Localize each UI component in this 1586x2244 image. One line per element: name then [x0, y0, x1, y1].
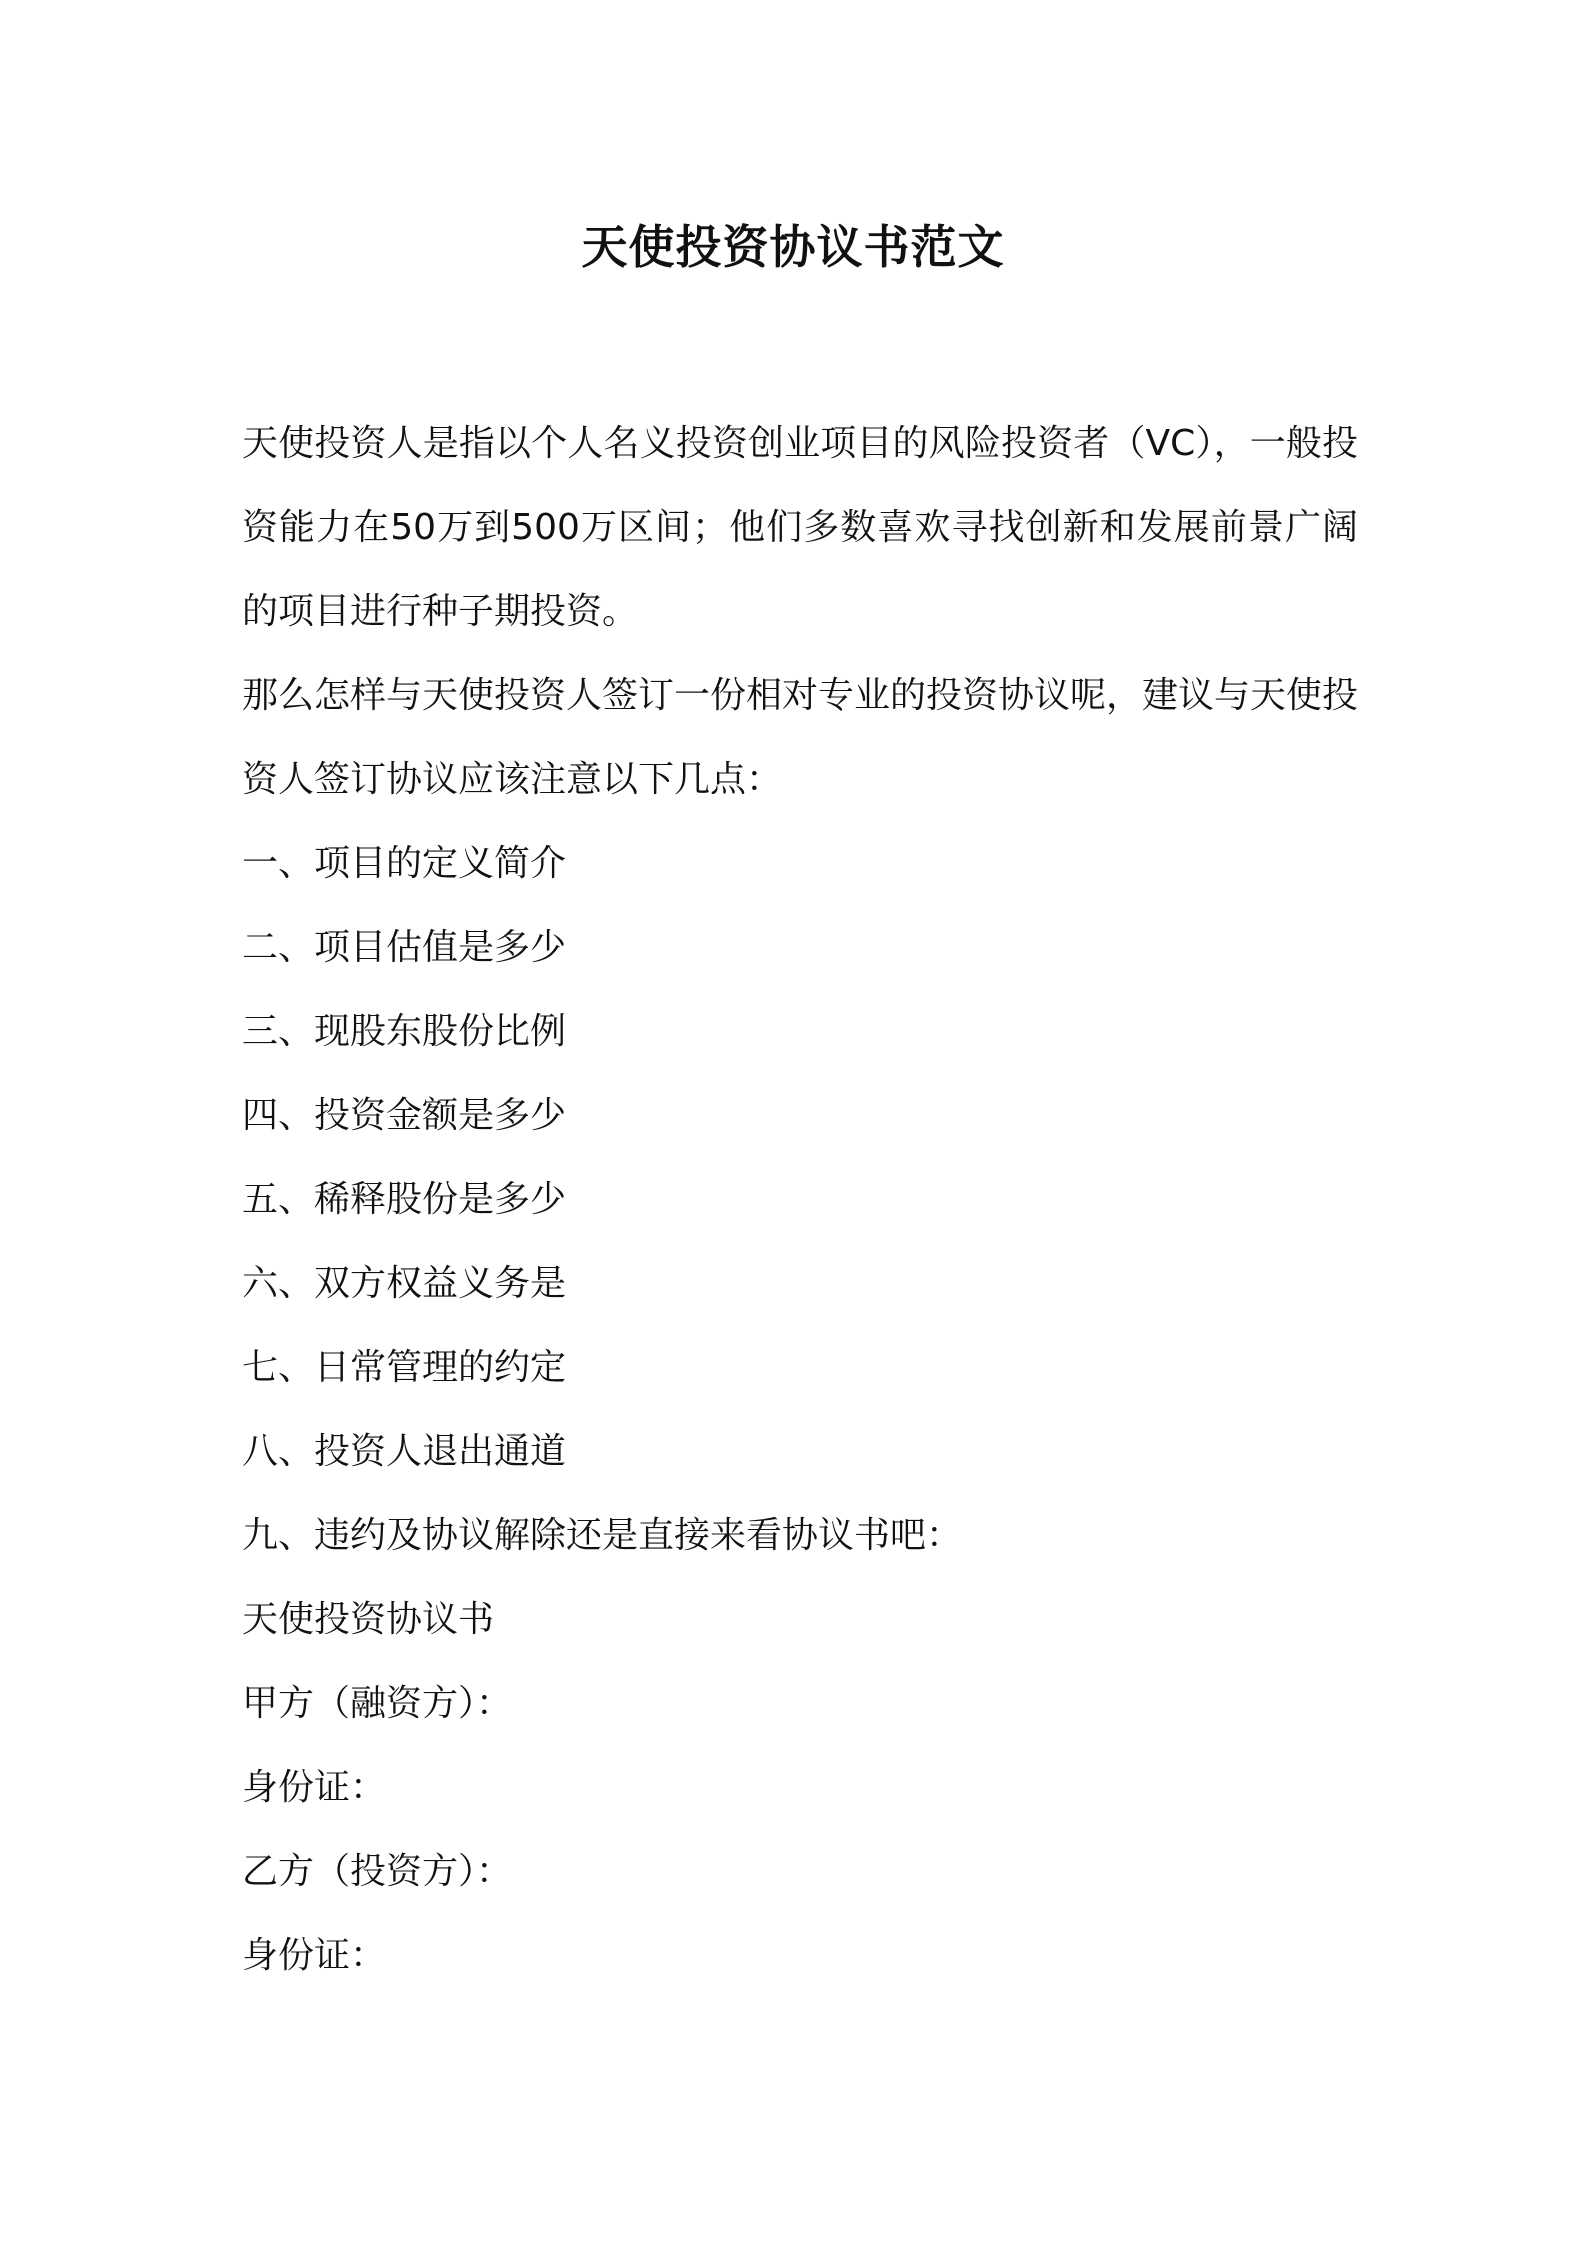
point-item: 九、违约及协议解除还是直接来看协议书吧：	[242, 1515, 963, 1556]
point-item: 二、项目估值是多少	[242, 927, 567, 968]
point-item: 八、投资人退出通道	[242, 1431, 567, 1472]
party-b-id-label: 身份证：	[242, 1935, 387, 1976]
advice-paragraph: 那么怎样与天使投资人签订一份相对专业的投资协议呢，建议与天使投资人签订协议应该注意以下几点：	[242, 675, 1359, 800]
point-item: 三、现股东股份比例	[242, 1011, 567, 1052]
document-title: 天使投资协议书范文	[581, 220, 1005, 274]
party-b-label: 乙方（投资方）：	[242, 1851, 513, 1892]
party-a-id-label: 身份证：	[242, 1767, 387, 1808]
point-item: 一、项目的定义简介	[242, 843, 567, 884]
point-item: 六、双方权益义务是	[242, 1263, 567, 1304]
intro-paragraph: 天使投资人是指以个人名义投资创业项目的风险投资者（VC），一般投资能力在50万到500万区间；他们多数喜欢寻找创新和发展前景广阔的项目进行种子期投资。	[242, 423, 1358, 632]
document-body	[242, 402, 1358, 1998]
point-item: 七、日常管理的约定	[242, 1347, 567, 1388]
point-item: 四、投资金额是多少	[242, 1095, 567, 1136]
point-item: 五、稀释股份是多少	[242, 1179, 567, 1220]
agreement-heading: 天使投资协议书	[242, 1599, 495, 1640]
party-a-label: 甲方（融资方）：	[242, 1683, 513, 1724]
